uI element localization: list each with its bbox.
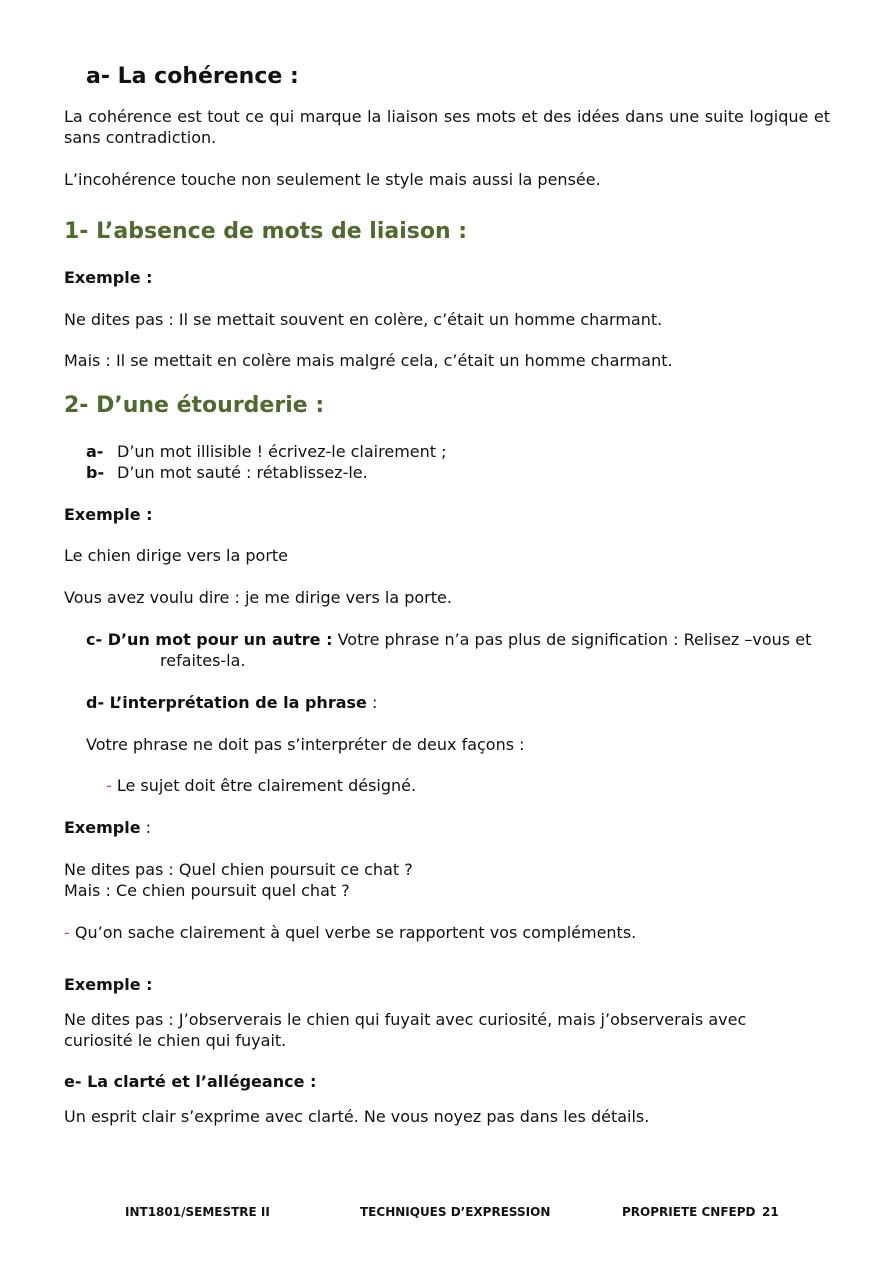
item-e-heading: e- La clarté et l’allégeance : <box>64 1072 317 1091</box>
item-d-paragraph: Votre phrase ne doit pas s’interpréter de deux façons : <box>86 735 525 754</box>
exemple-label-4: Exemple : <box>64 975 153 994</box>
list-text-b: D’un mot sauté : rétablissez-le. <box>117 463 368 482</box>
heading-absence-mots-liaison: 1- L’absence de mots de liaison : <box>64 219 468 244</box>
exemple-label-3-colon: : <box>140 818 152 837</box>
bullet-sujet <box>106 775 416 796</box>
heading-etourderie: 2- D’une étourderie : <box>64 393 325 418</box>
item-c-label: c- D’un mot pour un autre : <box>86 630 333 649</box>
footer-course-code: INT1801/SEMESTRE II <box>125 1205 270 1219</box>
paragraph-incoherence: L’incohérence touche non seulement le style mais aussi la pensée. <box>64 170 601 189</box>
list-marker-a: a- <box>86 442 104 461</box>
footer-owner: PROPRIETE CNFEPD <box>622 1205 756 1219</box>
dash-bullet-icon: - <box>64 923 70 942</box>
item-d-label: d- L’interprétation de la phrase <box>86 693 367 712</box>
list-item-a <box>86 441 447 462</box>
example-sentence-3: Le chien dirige vers la porte <box>64 546 289 565</box>
exemple-label-2: Exemple : <box>64 505 153 524</box>
item-d-heading <box>86 692 377 713</box>
item-c-continuation: refaites-la. <box>160 651 246 670</box>
bullet-sujet-text: Le sujet doit être clairement désigné. <box>111 776 417 795</box>
exemple-label-3-word: Exemple <box>64 818 141 837</box>
example-sentence-1: Ne dites pas : Il se mettait souvent en colère, c’était un homme charmant. <box>64 310 663 329</box>
exemple-label-3 <box>64 817 151 838</box>
example-sentence-7: Ne dites pas : J’observerais le chien qui fuyait avec curiosité, mais j’observerais avec curiosité le chien qui fuyait. <box>64 1010 747 1050</box>
item-e-paragraph: Un esprit clair s’exprime avec clarté. Ne vous noyez pas dans les détails. <box>64 1107 650 1126</box>
example-sentence-2: Mais : Il se mettait en colère mais malgré cela, c’était un homme charmant. <box>64 351 673 370</box>
list-marker-b: b- <box>86 463 105 482</box>
list-text-a: D’un mot illisible ! écrivez-le clairement ; <box>117 442 447 461</box>
item-c-paragraph <box>86 629 830 650</box>
example-sentence-5: Ne dites pas : Quel chien poursuit ce chat ? <box>64 860 413 879</box>
page-number: 21 <box>762 1205 779 1219</box>
dash-bullet-icon: - <box>106 776 112 795</box>
paragraph-coherence-definition: La cohérence est tout ce qui marque la liaison ses mots et des idées dans une suite logique et sans contradiction. <box>64 107 830 147</box>
heading-coherence: a- La cohérence : <box>86 64 299 89</box>
bullet-verbe <box>64 922 636 943</box>
footer-course-title: TECHNIQUES D’EXPRESSION <box>360 1205 551 1219</box>
example-sentence-6: Mais : Ce chien poursuit quel chat ? <box>64 881 350 900</box>
exemple-label-1: Exemple : <box>64 268 153 287</box>
item-d-colon: : <box>366 693 378 712</box>
example-sentence-4: Vous avez voulu dire : je me dirige vers la porte. <box>64 588 452 607</box>
list-item-b <box>86 462 368 483</box>
bullet-verbe-text: Qu’on sache clairement à quel verbe se rapportent vos compléments. <box>69 923 637 942</box>
item-c-text: Votre phrase n’a pas plus de signification : Relisez –vous et <box>332 630 812 649</box>
